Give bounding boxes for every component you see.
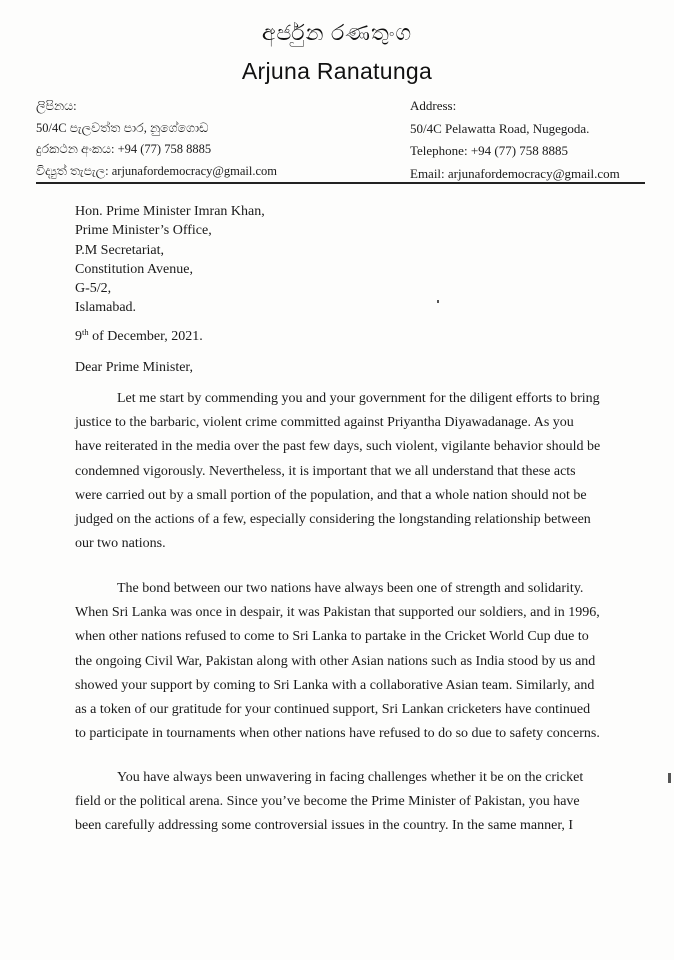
paragraph-line: justice to the barbaric, violent crime committed against Priyantha Diyawadanage. As you: [75, 415, 574, 431]
address-email: Email: arjunafordemocracy@gmail.com: [410, 165, 620, 181]
paragraph-line: have reiterated in the media over the past few days, such violent, vigilante behavior should be: [75, 439, 601, 455]
recipient-line: G-5/2,: [75, 281, 112, 297]
letterhead-name-sinhala: අර්ජුන රණතුංග: [261, 20, 413, 45]
paragraph-line: judged on the actions of a few, especially considering the longstanding relationship between: [75, 512, 591, 528]
letterhead-address-sinhala: [36, 96, 277, 182]
paragraph-line: When Sri Lanka was once in despair, it was Pakistan that supported our soldiers, and in 1996,: [75, 605, 600, 621]
recipient-line: Prime Minister’s Office,: [75, 223, 212, 239]
paragraph-line: the ongoing Civil War, Pakistan along with other Asian nations such as India stood by us and: [75, 653, 596, 669]
letterhead-name: Arjuna Ranatunga: [241, 58, 433, 84]
address-street-sinhala: 50/4C පැලවත්ත පාර, නුගේගොඩ: [36, 120, 209, 135]
date-day: 9: [75, 329, 82, 344]
address-label-sinhala: ලිපිනය:: [36, 99, 77, 113]
paragraph-2: [75, 577, 600, 746]
salutation: Dear Prime Minister,: [75, 360, 194, 375]
date-rest: of December, 2021.: [88, 329, 203, 344]
address-email-sinhala: විද්‍යුත් තැපැල: arjunafordemocracy@gmail.com: [36, 163, 278, 178]
paragraph-line: field or the political arena. Since you’ve become the Prime Minister of Pakistan, you have: [75, 794, 580, 810]
paragraph-line: to participate in tournaments when other nations have refused to do so due to safety concerns.: [75, 726, 600, 742]
recipient-block: [75, 202, 265, 318]
paragraph-1: [75, 387, 601, 556]
paragraph-line: when other nations refused to come to Sri Lanka to partake in the Cricket World Cup due to: [75, 629, 589, 645]
address-label: Address:: [410, 98, 457, 113]
paragraph-line: Let me start by commending you and your government for the diligent efforts to bring: [117, 391, 600, 406]
address-phone-sinhala: දුරකථන අංකය: +94 (77) 758 8885: [36, 142, 212, 156]
paragraph-line: been carefully addressing some controversial issues in the country. In the same manner, I: [75, 818, 574, 834]
recipient-line: Constitution Avenue,: [75, 261, 193, 277]
recipient-line: P.M Secretariat,: [75, 242, 165, 258]
paragraph-line: showed your support by coming to Sri Lanka with a collaborative Asian team. Similarly, and: [75, 677, 595, 693]
recipient-line: Islamabad.: [75, 300, 137, 316]
letterhead-divider: [36, 182, 645, 184]
paragraph-3: [75, 766, 595, 839]
date-suffix: th: [82, 327, 89, 337]
paragraph-line: our two nations.: [75, 536, 166, 552]
letterhead-address-english: [410, 95, 620, 185]
paragraph-line: as a token of our gratitude for your continued support, Sri Lankan cricketers have continued: [75, 702, 591, 718]
address-street: 50/4C Pelawatta Road, Nugegoda.: [410, 120, 590, 136]
recipient-line: Hon. Prime Minister Imran Khan,: [75, 204, 265, 219]
paragraph-line: You have always been unwavering in facing challenges whether it be on the cricket: [117, 770, 584, 785]
scan-speck: [668, 773, 671, 783]
paragraph-line: The bond between our two nations have always been one of strength and solidarity.: [117, 581, 584, 596]
scan-speck: [437, 300, 439, 303]
paragraph-line: were carried out by a small portion of the population, and that a whole nation should not be: [75, 487, 587, 503]
address-phone: Telephone: +94 (77) 758 8885: [410, 143, 569, 158]
paragraph-line: condemned vigorously. Nevertheless, it is important that we all understand that these acts: [75, 463, 576, 479]
letter-date: [75, 327, 203, 345]
